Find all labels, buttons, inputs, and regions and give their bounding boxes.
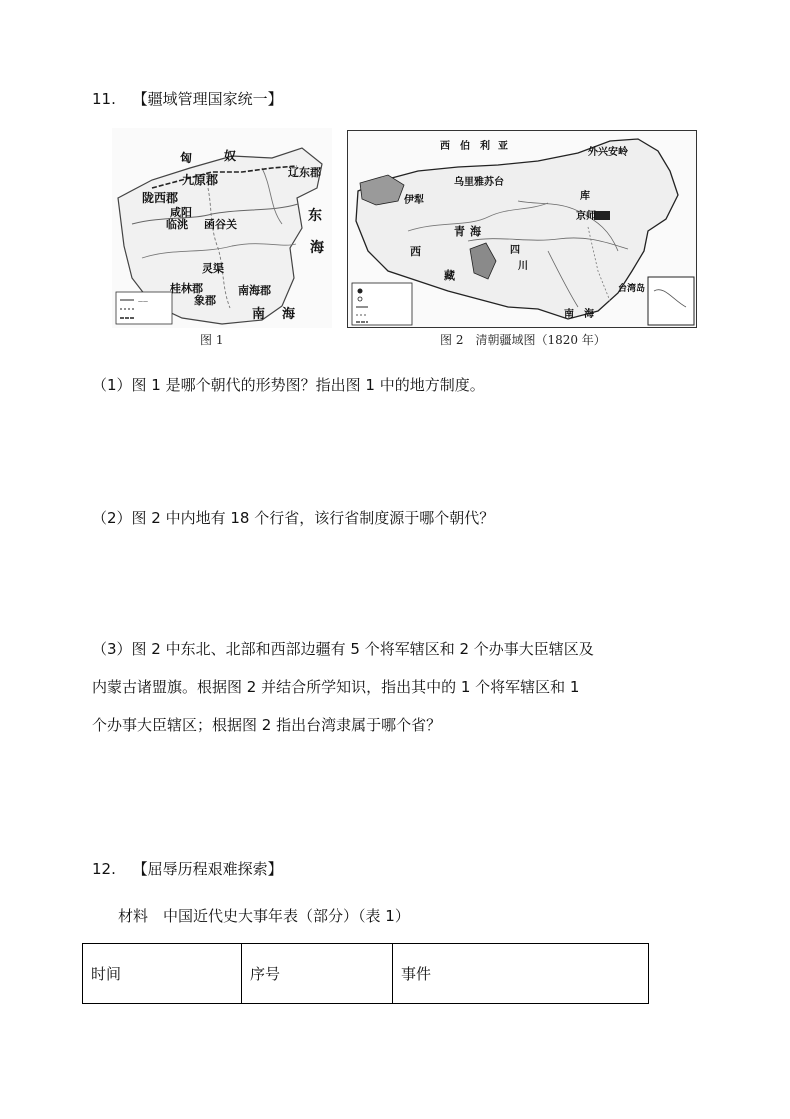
label-ku: 库 [580, 191, 590, 202]
q11-sub2: （2）图 2 中内地有 18 个行省，该行省制度源于哪个朝代？ [92, 509, 495, 527]
label-hai-east: 海 [310, 240, 324, 256]
label-hai-qinghai: 海 [470, 225, 481, 238]
label-waixinganling: 外兴安岭 [588, 147, 628, 158]
label-ya: 亚 [498, 141, 508, 152]
q11-sub1: （1）图 1 是哪个朝代的形势图？指出图 1 中的地方制度。 [92, 376, 485, 394]
label-dong: 东 [308, 208, 322, 224]
label-chuan: 川 [518, 261, 528, 272]
chronology-table [82, 943, 649, 1004]
label-qing: 青 [454, 225, 465, 238]
label-hai-2: 海 [584, 309, 594, 320]
label-jingshi: 京师 [576, 211, 596, 222]
label-zang: 藏 [444, 269, 455, 282]
label-xi-tibet: 西 [410, 245, 421, 258]
label-taiwan: 台湾岛 [618, 284, 646, 294]
label-longxi: 陇西郡 [142, 191, 179, 205]
figure-2-caption: 图 2 清朝疆域图（1820 年） [440, 333, 606, 347]
header-event: 事件 [393, 944, 649, 1004]
label-uliastai: 乌里雅苏台 [454, 177, 504, 188]
label-liaodong: 辽东郡 [288, 166, 321, 179]
q12-title: 【屈辱历程艰难探索】 [132, 860, 283, 878]
label-xiong: 匈 [180, 151, 193, 165]
label-lingqu: 灵渠 [202, 262, 224, 275]
label-hai-south: 海 [282, 307, 296, 322]
label-li: 利 [480, 141, 490, 152]
q12-number: 12. [92, 860, 116, 878]
label-nan: 南 [252, 307, 266, 322]
label-yili: 伊犁 [404, 195, 424, 206]
label-jiuyuan: 九原郡 [182, 173, 219, 187]
q11-sub3-line2: 内蒙古诸盟旗。根据图 2 并结合所学知识，指出其中的 1 个将军辖区和 1 [92, 678, 580, 696]
label-nan-2: 南 [564, 309, 574, 320]
q11-header [92, 88, 283, 109]
q11-number: 11. [92, 90, 116, 108]
label-guilin: 桂林郡 [170, 282, 203, 295]
label-nanhai-jun: 南海郡 [238, 284, 271, 297]
q11-sub3-line1: （3）图 2 中东北、北部和西部边疆有 5 个将军辖区和 2 个办事大臣辖区及 [92, 640, 594, 658]
label-nu: 奴 [224, 149, 237, 163]
header-number: 序号 [242, 944, 393, 1004]
figure-1-map [112, 128, 332, 328]
q12-header [92, 858, 283, 879]
q11-sub3 [92, 630, 732, 744]
figure-1-caption: 图 1 [200, 333, 224, 347]
header-time: 时间 [83, 944, 242, 1004]
label-hanguguan: 函谷关 [204, 218, 237, 231]
label-xianyang: 咸阳 [170, 206, 192, 219]
q11-sub3-line3: 个办事大臣辖区；根据图 2 指出台湾隶属于哪个省？ [92, 716, 442, 734]
label-si: 四 [510, 245, 520, 256]
table-header-row [83, 944, 649, 1004]
figure-2-map [347, 130, 697, 328]
q11-title: 【疆域管理国家统一】 [132, 90, 283, 108]
svg-text:——: —— [138, 299, 148, 305]
q12-material: 材料 中国近代史大事年表（部分）（表 1） [118, 907, 410, 925]
label-lintao: 临洮 [166, 218, 188, 231]
label-xi: 西 [440, 141, 450, 152]
label-xiangjun: 象郡 [194, 294, 216, 307]
label-bo: 伯 [460, 141, 470, 152]
